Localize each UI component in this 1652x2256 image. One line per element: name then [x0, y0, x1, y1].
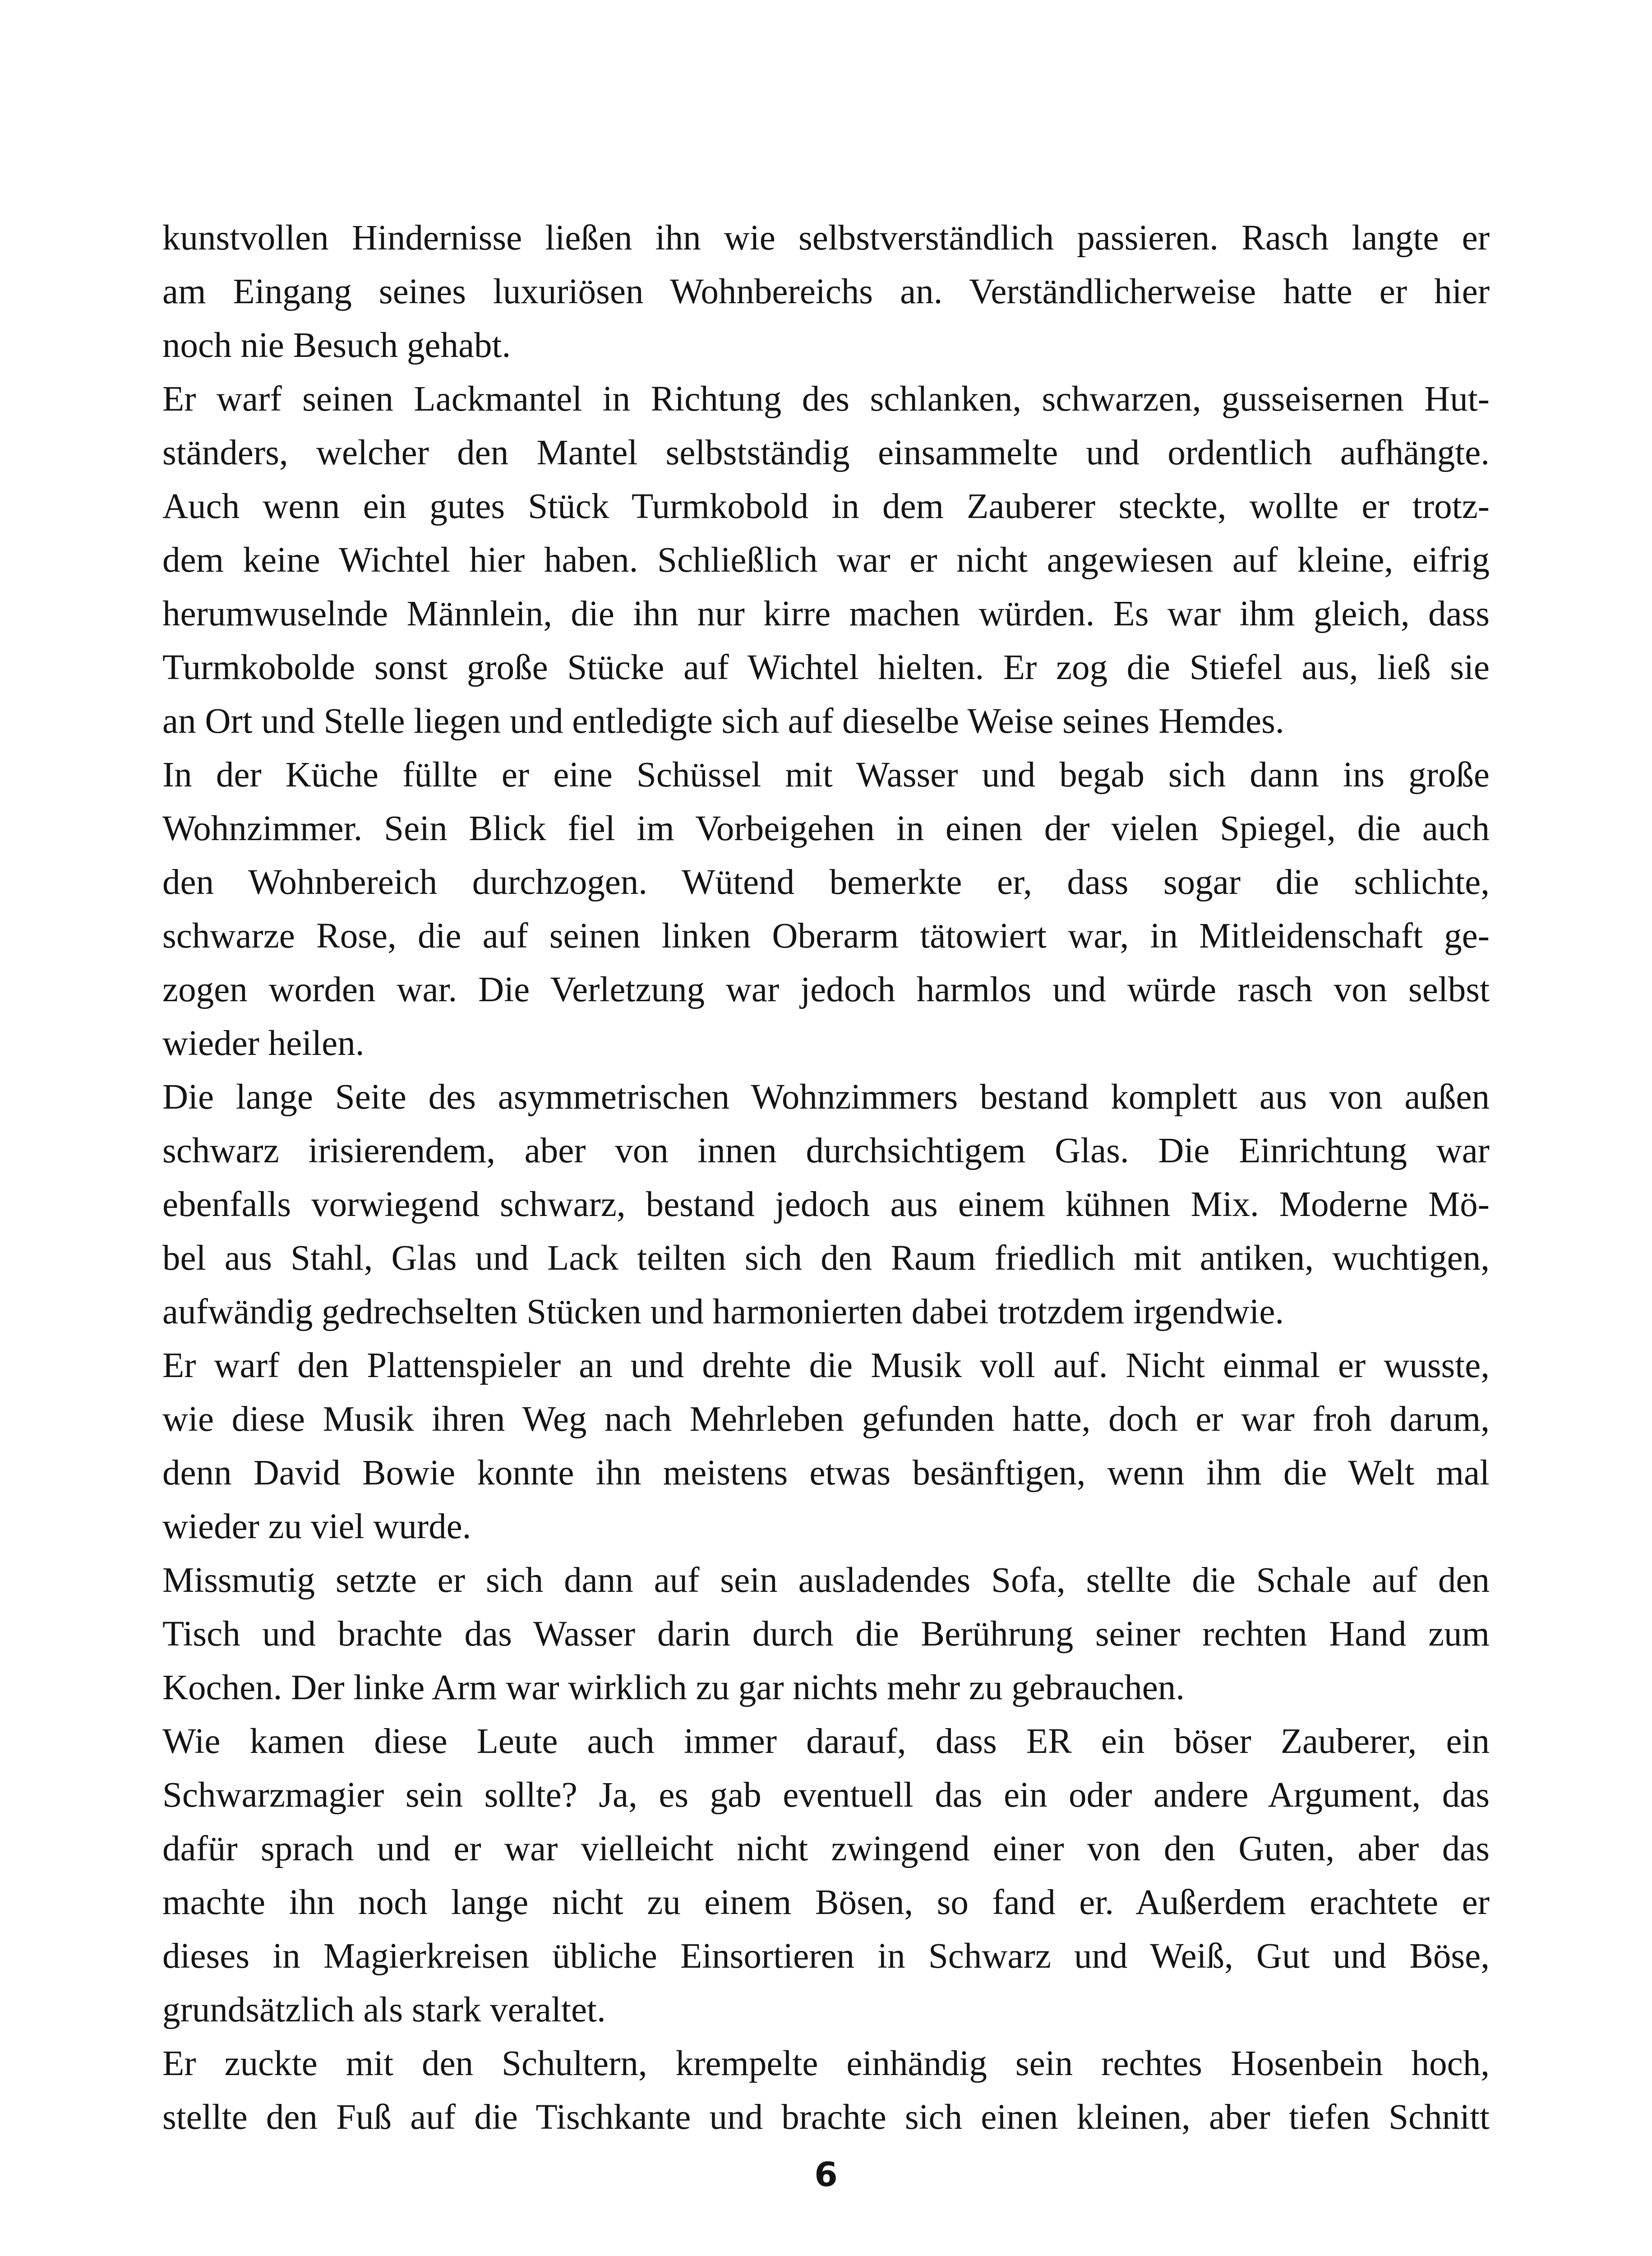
text-line: schwarze Rose, die auf seinen linken Oberarm tätowiert war, in Mitleidenschaft ge- [162, 916, 1490, 956]
text-line: aufwändig gedrechselten Stücken und harmonierten dabei trotzdem irgendwie. [162, 1292, 1284, 1331]
text-line: Auch wenn ein gutes Stück Turmkobold in dem Zauberer steckte, wollte er trotz- [162, 487, 1490, 526]
text-line: wie diese Musik ihren Weg nach Mehrleben gefunden hatte, doch er war froh darum, [162, 1400, 1490, 1439]
text-line: bel aus Stahl, Glas und Lack teilten sich den Raum friedlich mit antiken, wuchtigen, [162, 1239, 1490, 1278]
page-body [162, 211, 1490, 2144]
text-line: noch nie Besuch gehabt. [162, 326, 511, 365]
text-line: Wie kamen diese Leute auch immer darauf, dass ER ein böser Zauberer, ein [162, 1722, 1490, 1761]
text-line: herumwuselnde Männlein, die ihn nur kirre machen würden. Es war ihm gleich, dass [162, 594, 1490, 633]
text-line: Turmkobolde sonst große Stücke auf Wichtel hielten. Er zog die Stiefel aus, ließ sie [162, 648, 1490, 687]
paragraph [162, 1070, 1490, 1339]
paragraph [162, 748, 1490, 1070]
paragraph [162, 2037, 1490, 2144]
text-line: stellte den Fuß auf die Tischkante und brachte sich einen kleinen, aber tiefen Schnitt [162, 2098, 1490, 2137]
paragraph [162, 1553, 1490, 1715]
text-line: grundsätzlich als stark veraltet. [162, 1990, 606, 2029]
text-line: In der Küche füllte er eine Schüssel mit Wasser und begab sich dann ins große [162, 755, 1490, 795]
paragraph [162, 1339, 1490, 1553]
text-line: kunstvollen Hindernisse ließen ihn wie selbstverständlich passieren. Rasch langte er [162, 218, 1490, 258]
text-line: Kochen. Der linke Arm war wirklich zu gar nichts mehr zu gebrauchen. [162, 1668, 1185, 1707]
text-line: dieses in Magierkreisen übliche Einsortieren in Schwarz und Weiß, Gut und Böse, [162, 1937, 1490, 1976]
text-line: dem keine Wichtel hier haben. Schließlich war er nicht angewiesen auf kleine, eifrig [162, 541, 1490, 580]
text-line: dafür sprach und er war vielleicht nicht zwingend einer von den Guten, aber das [162, 1829, 1490, 1868]
text-line: zogen worden war. Die Verletzung war jedoch harmlos und würde rasch von selbst [162, 970, 1490, 1009]
text-line: Er warf den Plattenspieler an und drehte die Musik voll auf. Nicht einmal er wusste, [162, 1346, 1490, 1385]
text-line: ebenfalls vorwiegend schwarz, bestand jedoch aus einem kühnen Mix. Moderne Mö- [162, 1185, 1490, 1224]
text-line: Schwarzmagier sein sollte? Ja, es gab eventuell das ein oder andere Argument, das [162, 1775, 1490, 1815]
paragraph [162, 211, 1490, 372]
text-line: Tisch und brachte das Wasser darin durch die Berührung seiner rechten Hand zum [162, 1614, 1490, 1654]
text-line: Wohnzimmer. Sein Blick fiel im Vorbeigehen in einen der vielen Spiegel, die auch [162, 809, 1490, 848]
text-line: denn David Bowie konnte ihn meistens etwas besänftigen, wenn ihm die Welt mal [162, 1453, 1490, 1493]
text-line: Missmutig setzte er sich dann auf sein ausladendes Sofa, stellte die Schale auf den [162, 1561, 1490, 1600]
text-line: am Eingang seines luxuriösen Wohnbereichs an. Verständlicherweise hatte er hier [162, 272, 1490, 311]
text-line: machte ihn noch lange nicht zu einem Bösen, so fand er. Außerdem erachtete er [162, 1883, 1490, 1922]
text-line: Die lange Seite des asymmetrischen Wohnzimmers bestand komplett aus von außen [162, 1077, 1490, 1117]
page-number: 6 [814, 2155, 838, 2194]
text-line: ständers, welcher den Mantel selbstständig einsammelte und ordentlich aufhängte. [162, 433, 1490, 472]
text-line: wieder zu viel wurde. [162, 1507, 471, 1546]
text-line: Er zuckte mit den Schultern, krempelte einhändig sein rechtes Hosenbein hoch, [162, 2044, 1490, 2083]
paragraph [162, 1715, 1490, 2037]
paragraph [162, 372, 1490, 748]
text-line: an Ort und Stelle liegen und entledigte sich auf dieselbe Weise seines Hemdes. [162, 702, 1284, 741]
text-line: wieder heilen. [162, 1024, 365, 1063]
text-line: den Wohnbereich durchzogen. Wütend bemerkte er, dass sogar die schlichte, [162, 863, 1490, 902]
text-line: Er warf seinen Lackmantel in Richtung des schlanken, schwarzen, gusseisernen Hut- [162, 379, 1490, 419]
text-line: schwarz irisierendem, aber von innen durchsichtigem Glas. Die Einrichtung war [162, 1131, 1490, 1170]
